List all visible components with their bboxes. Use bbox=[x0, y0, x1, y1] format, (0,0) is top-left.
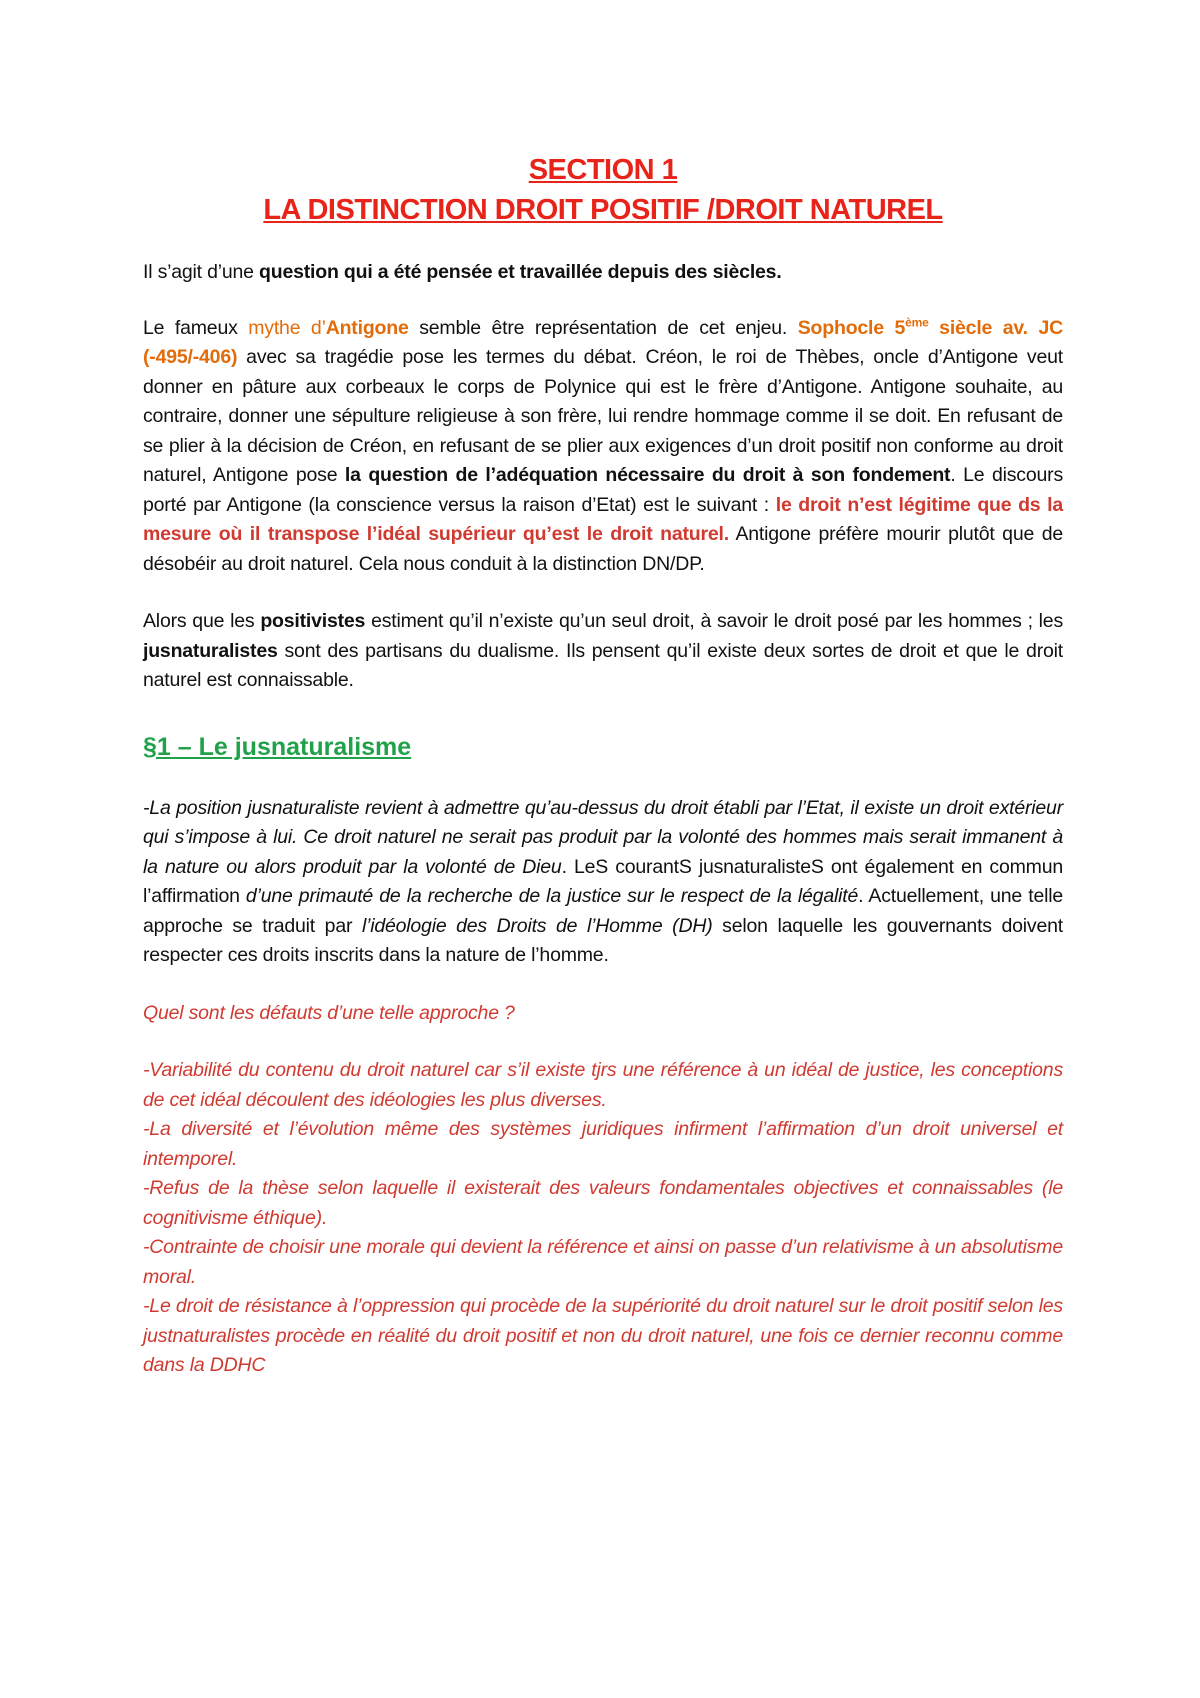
positivistes-paragraph: Alors que les positivistes estiment qu’il n’existe qu’un seul droit, à savoir le droit posé par les hommes ; les jusnaturalistes sont des partisans du dualisme. Ils pensent qu’il existe deux sortes de droit et que le droit naturel est connaissable. bbox=[143, 610, 1063, 691]
section-title: LA DISTINCTION DROIT POSITIF /DROIT NATUREL bbox=[263, 194, 943, 226]
defauts-question: Quel sont les défauts d’une telle approche ? bbox=[143, 1001, 515, 1024]
list-item: -La diversité et l’évolution même des systèmes juridiques infirment l’affirmation d’un droit universel et intemporel. bbox=[143, 1118, 1063, 1170]
list-item: -Variabilité du contenu du droit naturel car s’il existe tjrs une référence à un idéal de justice, les conceptions de cet idéal découlent des idéologies les plus diverses. bbox=[143, 1059, 1063, 1111]
defauts-list bbox=[143, 1056, 1063, 1381]
subsection-heading: §1 – Le jusnaturalisme bbox=[143, 732, 412, 761]
section-number: SECTION 1 bbox=[528, 154, 678, 186]
list-item: -Refus de la thèse selon laquelle il existerait des valeurs fondamentales objectives et connaissables (le cognitivisme éthique). bbox=[143, 1177, 1063, 1229]
list-item: -Le droit de résistance à l’oppression qui procède de la supériorité du droit naturel sur le droit positif selon les justnaturalistes procède en réalité du droit positif et non du droit naturel, une fois ce dernier reconnu comme dans la DDHC bbox=[143, 1295, 1063, 1376]
list-item: -Contrainte de choisir une morale qui devient la référence et ainsi on passe d’un relativisme à un absolutisme moral. bbox=[143, 1236, 1063, 1288]
jusnaturalisme-paragraph: -La position jusnaturaliste revient à admettre qu’au-dessus du droit établi par l’Etat, il existe un droit extérieur qui s’impose à lui. Ce droit naturel ne serait pas produit par la volonté des hommes mais serait immanent à la nature ou alors produit par la volonté de Dieu. LeS courantS jusnaturalisteS ont également en commun l’affirmation d’une primauté de la recherche de la justice sur le respect de la légalité. Actuellement, une telle approche se traduit par l’idéologie des Droits de l’Homme (DH) selon laquelle les gouvernants doivent respecter ces droits inscrits dans la nature de l’homme. bbox=[143, 796, 1064, 966]
intro-paragraph: Il s’agit d’une question qui a été pensée et travaillée depuis des siècles. bbox=[143, 261, 782, 283]
document-body bbox=[143, 150, 1063, 1381]
antigone-paragraph: Le fameux mythe d’Antigone semble être représentation de cet enjeu. Sophocle 5ème siècle av. JC (-495/-406) avec sa tragédie pose les termes du débat. Créon, le roi de Thèbes, oncle d’Antigone veut donner en pâture aux corbeaux le corps de Polynice qui est le frère d’Antigone. Antigone souhaite, au contraire, donner une sépulture religieuse à son frère, lui rendre hommage comme il se doit. En refusant de se plier à la décision de Créon, en refusant de se plier aux exigences d’un droit positif non conforme au droit naturel, Antigone pose la question de l’adéquation nécessaire du droit à son fondement. Le discours porté par Antigone (la conscience versus la raison d’Etat) est le suivant : le droit n’est légitime que ds la mesure où il transpose l’idéal supérieur qu’est le droit naturel. Antigone préfère mourir plutôt que de désobéir au droit naturel. Cela nous conduit à la distinction DN/DP. bbox=[143, 315, 1063, 575]
